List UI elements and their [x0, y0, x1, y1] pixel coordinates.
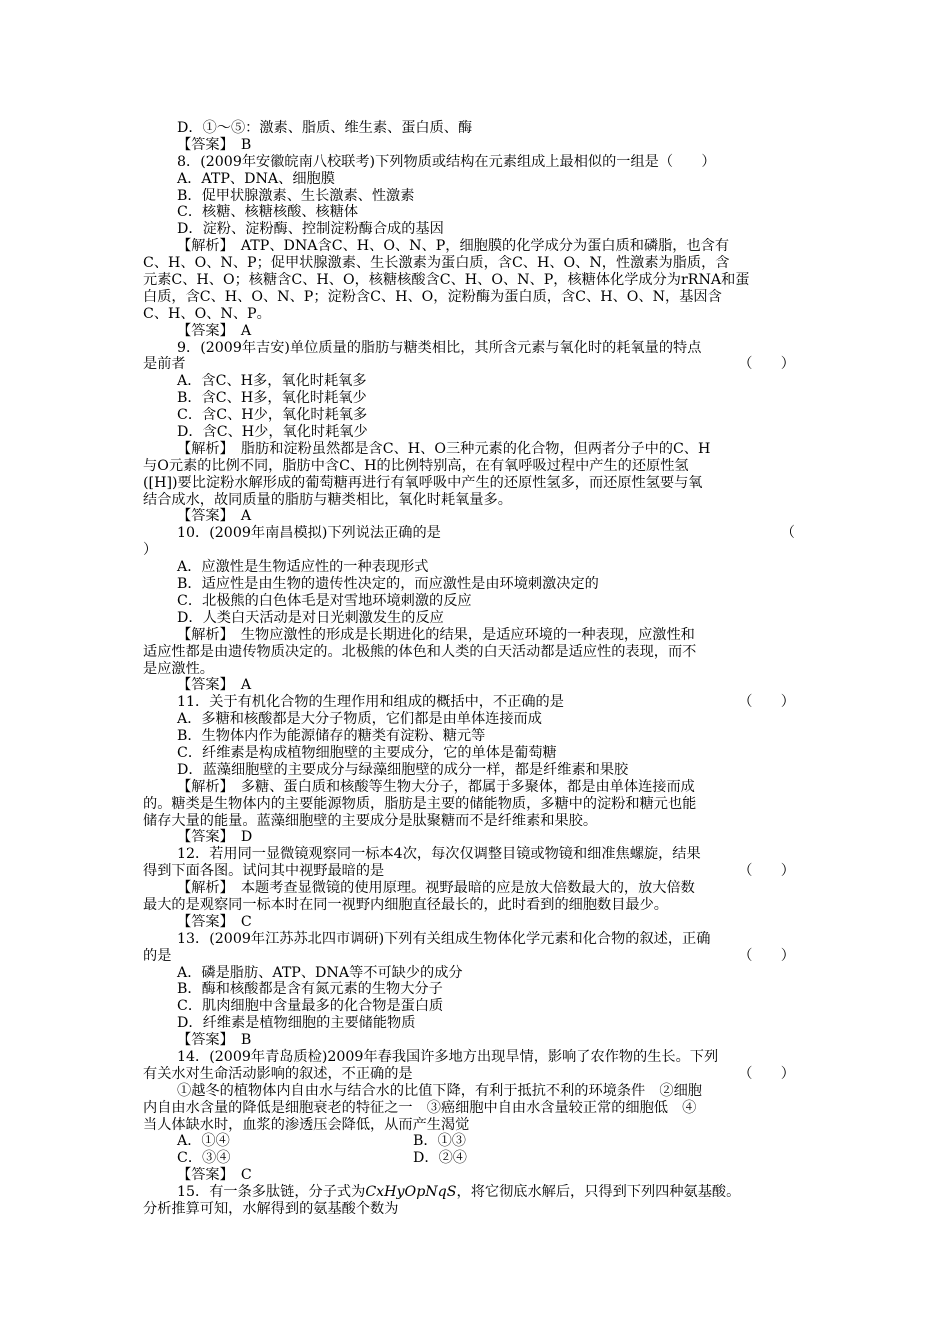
- line-text: 【解析】 多糖、蛋白质和核酸等生物大分子，都属于多聚体，都是由单体连接而成: [177, 778, 695, 795]
- line-text: 储存大量的能量。蓝藻细胞壁的主要成分是肽聚糖而不是纤维素和果胶。: [143, 812, 598, 829]
- line-text: 适应性都是由遗传物质决定的。北极熊的体色和人类的白天活动都是适应性的表现，而不: [143, 643, 697, 660]
- line-text: D．含C、H少，氧化时耗氧少: [177, 424, 368, 441]
- text-line-l60: [143, 1117, 807, 1134]
- line-text: 【答案】 A: [177, 677, 252, 694]
- text-line-l46: [143, 880, 807, 897]
- line-text: 9．(2009年吉安)单位质量的脂肪与糖类相比，其所含元素与氧化时的耗氧量的特点: [177, 339, 702, 356]
- text-line-l64: [143, 1184, 807, 1201]
- text-line-l19: [143, 424, 807, 441]
- text-line-l22: [143, 475, 807, 492]
- text-line-l01: [143, 120, 807, 137]
- line-text: 11．关于有机化合物的生理作用和组成的概括中，不正确的是: [177, 694, 564, 711]
- option-left: A．①④: [177, 1133, 230, 1150]
- line-text: 白质，含C、H、O、N、P；淀粉含C、H、O，淀粉酶为蛋白质，含C、H、O、N，基因含: [143, 288, 722, 305]
- text-line-l34: [143, 677, 807, 694]
- text-line-l31: [143, 627, 807, 644]
- text-line-l37: [143, 728, 807, 745]
- line-text: 【答案】 B: [177, 1032, 252, 1049]
- line-text: 与O元素的比例不同，脂肪中含C、H的比例特别高，在有氧呼吸过程中产生的还原性氢: [143, 457, 689, 474]
- line-text: 【答案】 C: [177, 913, 252, 930]
- text-line-l43: [143, 829, 807, 846]
- text-line-l65: [143, 1201, 807, 1218]
- text-line-l08: [143, 238, 807, 255]
- text-line-l61: [143, 1133, 807, 1150]
- text-line-l23: [143, 492, 807, 509]
- text-line-l54: [143, 1015, 807, 1032]
- line-text: 【解析】 ATP、DNA含C、H、O、N、P，细胞膜的化学成分为蛋白质和磷脂，也含有: [177, 238, 730, 255]
- line-text: B．促甲状腺激素、生长激素、性激素: [177, 187, 415, 204]
- line-text: C．北极熊的白色体毛是对雪地环境刺激的反应: [177, 592, 472, 609]
- line-text: 12．若用同一显微镜观察同一标本4次，每次仅调整目镜或物镜和细准焦螺旋，结果: [177, 846, 701, 863]
- text-line-l56: [143, 1049, 807, 1066]
- text-line-l55: [143, 1032, 807, 1049]
- text-line-l63: [143, 1167, 807, 1184]
- text-line-l11: [143, 289, 807, 306]
- text-line-l16: [143, 373, 807, 390]
- line-text: 15．有一条多肽链，分子式为: [177, 1184, 366, 1201]
- answer-bracket: （ ）: [738, 694, 795, 711]
- text-line-l58: [143, 1083, 807, 1100]
- line-text: 结合成水，故同质量的脂肪与糖类相比，氧化时耗氧量多。: [143, 491, 512, 508]
- text-line-l40: [143, 779, 807, 796]
- line-text: B．生物体内作为能源储存的糖类有淀粉、糖元等: [177, 728, 486, 745]
- text-line-l39: [143, 762, 807, 779]
- line-text: A．磷是脂肪、ATP、DNA等不可缺少的成分: [177, 964, 463, 981]
- line-text: 13．(2009年江苏苏北四市调研)下列有关组成生物体化学元素和化合物的叙述，正确: [177, 930, 711, 947]
- line-text: 【解析】 生物应激性的形成是长期进化的结果，是适应环境的一种表现，应激性和: [177, 626, 695, 643]
- text-line-l33: [143, 661, 807, 678]
- text-line-l44: [143, 846, 807, 863]
- line-text: D．淀粉、淀粉酶、控制淀粉酶合成的基因: [177, 221, 444, 238]
- text-line-l17: [143, 390, 807, 407]
- text-line-l47: [143, 897, 807, 914]
- answer-bracket: （ ）: [738, 356, 795, 373]
- molecular-formula: CxHyOpNqS: [365, 1184, 457, 1201]
- text-line-l09: [143, 255, 807, 272]
- text-line-l52: [143, 981, 807, 998]
- line-text: 内自由水含量的降低是细胞衰老的特征之一 ③癌细胞中自由水含量较正常的细胞低 ④: [143, 1099, 697, 1116]
- line-text: C．含C、H少，氧化时耗氧多: [177, 407, 368, 424]
- text-line-l05: [143, 188, 807, 205]
- line-text: B．适应性是由生物的遗传性决定的，而应激性是由环境刺激决定的: [177, 576, 599, 593]
- text-line-l15: [143, 356, 807, 373]
- line-text: 【答案】 D: [177, 829, 253, 846]
- text-line-l14: [143, 340, 807, 357]
- line-text: 【答案】 A: [177, 508, 252, 525]
- text-line-l29: [143, 593, 807, 610]
- option-left: C．③④: [177, 1150, 231, 1167]
- line-text: B．酶和核酸都是含有氮元素的生物大分子: [177, 981, 443, 998]
- text-line-l03: [143, 154, 807, 171]
- text-line-l06: [143, 204, 807, 221]
- text-line-l10: [143, 272, 807, 289]
- text-line-l04: [143, 171, 807, 188]
- line-text: C．核糖、核糖核酸、核糖体: [177, 204, 359, 221]
- text-line-l07: [143, 221, 807, 238]
- line-text: ）: [143, 542, 158, 559]
- line-text: ①越冬的植物体内自由水与结合水的比值下降，有利于抵抗不利的环境条件 ②细胞: [177, 1082, 702, 1099]
- line-text: 【解析】 本题考查显微镜的使用原理。视野最暗的应是放大倍数最大的，放大倍数: [177, 880, 695, 897]
- line-text: A．应激性是生物适应性的一种表现形式: [177, 559, 429, 576]
- line-text: C、H、O、N、P。: [143, 305, 271, 322]
- line-text: ([H])要比淀粉水解形成的葡萄糖再进行有氧呼吸中产生的还原性氢多，而还原性氢要与氧: [143, 474, 703, 491]
- line-text: 最大的是观察同一标本时在同一视野内细胞直径最长的，此时看到的细胞数目最少。: [143, 896, 668, 913]
- text-line-l53: [143, 998, 807, 1015]
- line-text: D．人类白天活动是对日光刺激发生的反应: [177, 609, 444, 626]
- line-text: 【答案】 A: [177, 322, 252, 339]
- line-text: 的是: [143, 947, 172, 964]
- line-text: D．①～⑤：激素、脂质、维生素、蛋白质、酶: [177, 120, 473, 136]
- text-line-l41: [143, 796, 807, 813]
- answer-bracket: （ ）: [738, 947, 795, 964]
- line-text: 的。糖类是生物体内的主要能源物质，脂肪是主要的储能物质，多糖中的淀粉和糖元也能: [143, 795, 697, 812]
- text-line-l18: [143, 407, 807, 424]
- text-line-l25: [143, 525, 807, 542]
- text-line-l62: [143, 1150, 807, 1167]
- text-line-l27: [143, 559, 807, 576]
- option-right: D．②④: [413, 1150, 467, 1167]
- line-text: 当人体缺水时，血浆的渗透压会降低，从而产生渴觉: [143, 1116, 470, 1133]
- text-line-l20: [143, 441, 807, 458]
- text-line-l32: [143, 644, 807, 661]
- line-text: 【解析】 脂肪和淀粉虽然都是含C、H、O三种元素的化合物，但两者分子中的C、H: [177, 440, 711, 457]
- text-line-l28: [143, 576, 807, 593]
- line-text: 8．(2009年安徽皖南八校联考)下列物质或结构在元素组成上最相似的一组是（ ）: [177, 153, 716, 170]
- answer-bracket: （ ）: [738, 1065, 795, 1082]
- text-line-l24: [143, 508, 807, 525]
- line-text: 【答案】 B: [177, 136, 252, 153]
- line-text: B．含C、H多，氧化时耗氧少: [177, 390, 367, 407]
- line-text: A．含C、H多，氧化时耗氧多: [177, 373, 367, 390]
- line-text: D．蓝藻细胞壁的主要成分与绿藻细胞壁的成分一样，都是纤维素和果胶: [177, 761, 629, 778]
- line-text: 得到下面各图。试问其中视野最暗的是: [143, 863, 385, 880]
- text-line-l57: [143, 1066, 807, 1083]
- line-text: 【答案】 C: [177, 1167, 252, 1184]
- line-text: 是前者: [143, 356, 186, 373]
- text-line-l36: [143, 711, 807, 728]
- text-line-l12: [143, 306, 807, 323]
- text-line-l13: [143, 323, 807, 340]
- line-text: C．纤维素是构成植物细胞壁的主要成分，它的单体是葡萄糖: [177, 744, 557, 761]
- line-text-tail: ，将它彻底水解后，只得到下列四种氨基酸。: [456, 1184, 741, 1201]
- text-line-l48: [143, 914, 807, 931]
- text-line-l42: [143, 813, 807, 830]
- line-text: 有关水对生命活动影响的叙述，不正确的是: [143, 1065, 413, 1082]
- line-text: C、H、O、N、P；促甲状腺激素、生长激素为蛋白质，含C、H、O、N，性激素为脂质，含: [143, 255, 730, 272]
- line-text: 元素C、H、O；核糖含C、H、O，核糖核酸含C、H、O、N、P，核糖体化学成分为rRNA和蛋: [143, 272, 750, 289]
- line-text: A．ATP、DNA、细胞膜: [177, 170, 335, 187]
- line-text: D．纤维素是植物细胞的主要储能物质: [177, 1015, 416, 1032]
- line-text: C．肌肉细胞中含量最多的化合物是蛋白质: [177, 998, 444, 1015]
- line-text: 分析推算可知，水解得到的氨基酸个数为: [143, 1201, 399, 1217]
- text-line-l21: [143, 458, 807, 475]
- line-text: 是应激性。: [143, 660, 214, 677]
- text-line-l26: [143, 542, 807, 559]
- text-line-l38: [143, 745, 807, 762]
- text-line-l02: [143, 137, 807, 154]
- answer-bracket: （ ）: [738, 863, 795, 880]
- text-line-l45: [143, 863, 807, 880]
- document-page: [143, 120, 807, 1218]
- line-text: 10．(2009年南昌模拟)下列说法正确的是: [177, 525, 441, 542]
- text-line-l30: [143, 610, 807, 627]
- text-line-l59: [143, 1100, 807, 1117]
- text-line-l35: [143, 694, 807, 711]
- text-line-l50: [143, 948, 807, 965]
- text-line-l49: [143, 931, 807, 948]
- option-right: B．①③: [413, 1133, 466, 1150]
- line-text: A．多糖和核酸都是大分子物质，它们都是由单体连接而成: [177, 711, 542, 728]
- answer-bracket: （: [780, 525, 795, 542]
- text-line-l51: [143, 965, 807, 982]
- line-text: 14．(2009年青岛质检)2009年春我国许多地方出现旱情，影响了农作物的生长。下列: [177, 1048, 719, 1065]
